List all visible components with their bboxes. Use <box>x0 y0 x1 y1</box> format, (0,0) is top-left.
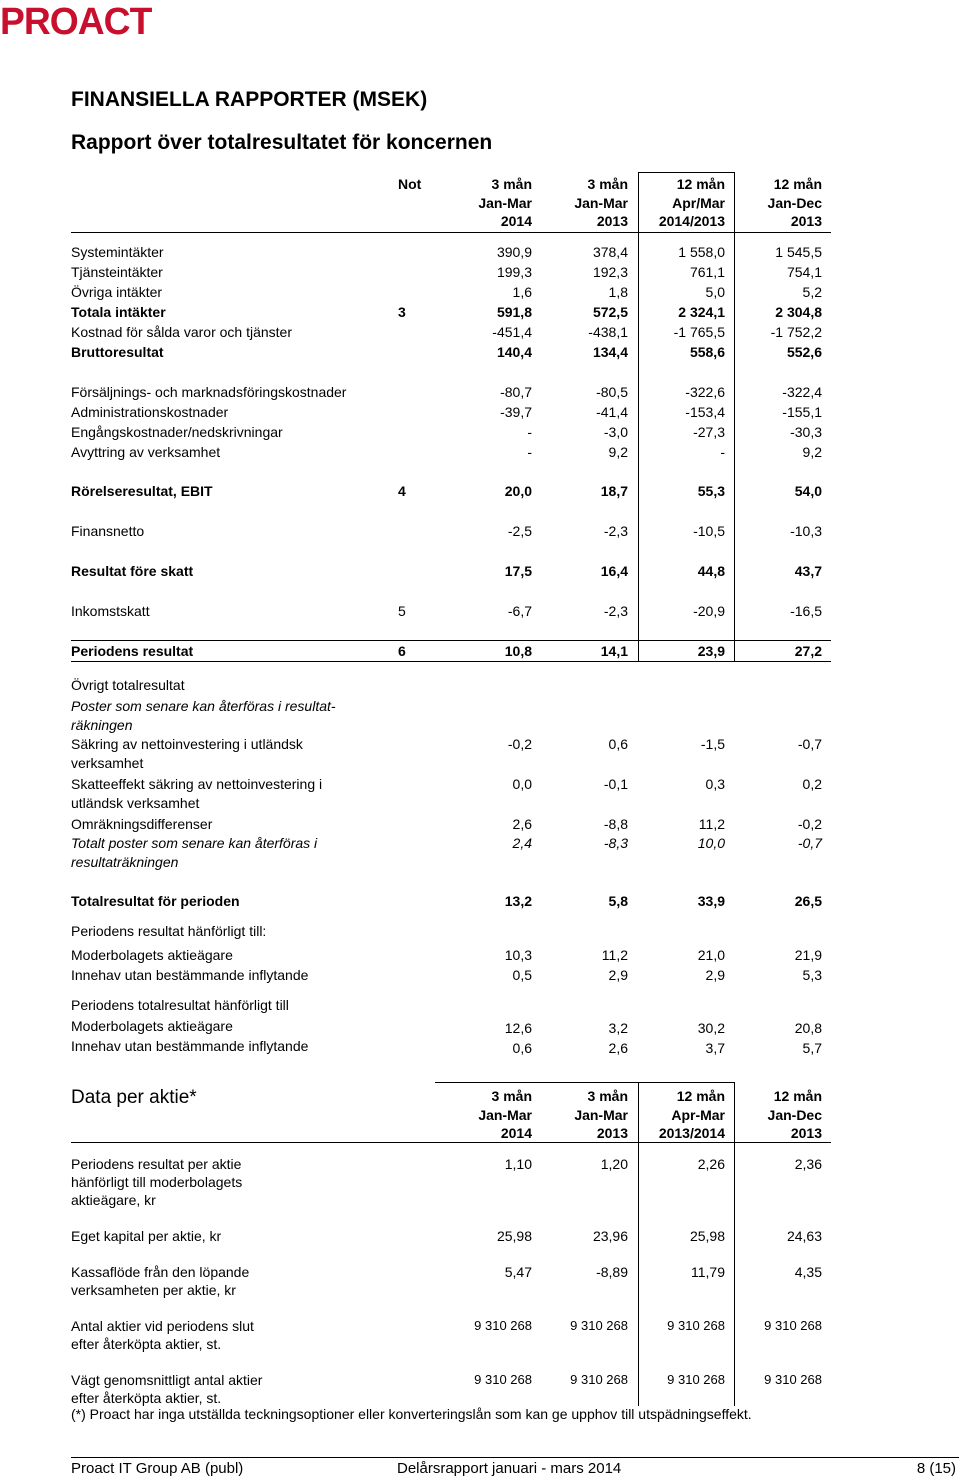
ps-column-header-2-l2: Jan-Mar <box>574 1106 628 1123</box>
ps-column-header-3-l1: 12 mån <box>676 1088 725 1104</box>
row-label: Säkring av nettoinvestering i utländsk <box>71 736 303 752</box>
row-label: Inkomstskatt <box>71 603 150 619</box>
row-value: 2,4 <box>512 835 532 851</box>
row-value: 2 304,8 <box>775 304 822 320</box>
row-value: 2,9 <box>705 967 725 983</box>
col3-right-border <box>734 172 735 661</box>
row-value: -41,4 <box>596 404 628 420</box>
row-label: Totala intäkter <box>71 304 166 320</box>
row-value: -2,3 <box>603 523 628 539</box>
row-label: Finansnetto <box>71 523 145 539</box>
ps-column-header-4-l3: 2013 <box>790 1125 822 1141</box>
row-value: 5,47 <box>504 1264 532 1280</box>
row-value: 16,4 <box>600 563 628 579</box>
row-value: -153,4 <box>685 404 725 420</box>
ps-col3-left-border <box>638 1082 639 1406</box>
row-value: 3,7 <box>705 1040 725 1056</box>
row-value: 9 310 268 <box>667 1318 725 1333</box>
row-value: 30,2 <box>697 1020 725 1036</box>
row-value: 27,2 <box>794 643 822 659</box>
row-value: - <box>527 444 532 460</box>
column-header-1-l3: 2014 <box>500 213 532 229</box>
ps-top-border <box>435 1082 735 1083</box>
row-value: -27,3 <box>693 424 725 440</box>
row-value: 9 310 268 <box>570 1372 628 1387</box>
row-label: Systemintäkter <box>71 244 164 260</box>
row-value: 21,9 <box>794 947 822 963</box>
column-header-1-l1: 3 mån <box>491 176 532 192</box>
row-label-cont: verksamhet <box>71 755 144 771</box>
row-value: 18,7 <box>600 483 628 499</box>
row-label-cont: resultaträkningen <box>71 854 179 870</box>
row-value: 9 310 268 <box>570 1318 628 1333</box>
footnote: (*) Proact har inga utställda teckningsoptioner eller konverteringslån som kan ge upphov till utspädningseffekt. <box>71 1406 752 1422</box>
row-value: 9 310 268 <box>667 1372 725 1387</box>
row-label: Moderbolagets aktieägare <box>71 1018 233 1034</box>
row-value: 11,2 <box>601 947 628 963</box>
row-value: 199,3 <box>496 264 532 280</box>
row-value: 55,3 <box>697 483 725 499</box>
row-label: Kostnad för sålda varor och tjänster <box>71 324 293 340</box>
row-label: Periodens resultat hänförligt till: <box>71 923 267 939</box>
page-subtitle: Rapport över totalresultatet för koncernen <box>71 131 493 154</box>
row-value: 2,9 <box>608 967 628 983</box>
proact-logo: PROACT <box>0 1 152 43</box>
row-value: 761,1 <box>689 264 725 280</box>
row-value: -39,7 <box>500 404 532 420</box>
row-value: 14,1 <box>600 643 628 659</box>
row-value: -30,3 <box>790 424 822 440</box>
col3-left-border <box>638 172 639 661</box>
row-value: - <box>720 444 725 460</box>
row-value: 5,3 <box>802 967 822 983</box>
ps-column-header-4-l2: Jan-Dec <box>767 1106 822 1123</box>
row-value: -10,3 <box>790 523 822 539</box>
row-value: 1 545,5 <box>775 244 822 260</box>
row-value: -0,2 <box>507 736 532 752</box>
row-value: 13,2 <box>504 893 532 909</box>
row-value: 11,2 <box>698 816 725 832</box>
row-label: Moderbolagets aktieägare <box>71 947 233 963</box>
col3-top-border <box>638 172 735 173</box>
row-value: 552,6 <box>786 344 822 360</box>
row-value: 43,7 <box>794 563 822 579</box>
row-value: 4,35 <box>794 1264 822 1280</box>
row-value: 2,6 <box>608 1040 628 1056</box>
row-value: 54,0 <box>794 483 822 499</box>
row-note: 4 <box>398 483 406 499</box>
page-title: FINANSIELLA RAPPORTER (MSEK) <box>71 88 428 111</box>
row-value: -8,8 <box>603 816 628 832</box>
row-value: 2,6 <box>512 816 532 832</box>
row-value: -10,5 <box>693 523 725 539</box>
row-value: 10,8 <box>504 643 532 659</box>
row-value: 192,3 <box>592 264 628 280</box>
row-value: -0,7 <box>797 835 822 851</box>
row-value: -2,3 <box>603 603 628 619</box>
row-value: 1,6 <box>512 284 532 300</box>
row-label: Övrigt totalresultat <box>71 677 185 693</box>
column-header-4-l3: 2013 <box>790 213 822 229</box>
row-value: 9 310 268 <box>474 1318 532 1333</box>
row-label: Resultat före skatt <box>71 563 194 579</box>
ps-column-header-2-l3: 2013 <box>596 1125 628 1141</box>
row-value: 1,20 <box>600 1156 628 1172</box>
column-header-2-l3: 2013 <box>596 213 628 229</box>
row-note: 6 <box>398 643 406 659</box>
row-label: Vägt genomsnittligt antal aktier <box>71 1372 263 1388</box>
row-value: 12,6 <box>504 1020 532 1036</box>
row-value: 23,96 <box>592 1228 628 1244</box>
row-label: efter återköpta aktier, st. <box>71 1390 222 1406</box>
row-label: Periodens totalresultat hänförligt till <box>71 997 289 1013</box>
column-header-3-l3: 2014/2013 <box>658 213 725 229</box>
row-value: 9,2 <box>802 444 822 460</box>
ps-column-header-2-l1: 3 mån <box>587 1088 628 1104</box>
row-value: 1,8 <box>608 284 628 300</box>
row-value: -438,1 <box>588 324 628 340</box>
row-value: -155,1 <box>782 404 822 420</box>
per-share-title: Data per aktie* <box>71 1087 197 1108</box>
ps-col3-right-border <box>734 1082 735 1406</box>
ps-column-header-3-l3: 2013/2014 <box>658 1125 725 1141</box>
row-value: 1 558,0 <box>678 244 725 260</box>
row-value: 754,1 <box>786 264 822 280</box>
row-value: -451,4 <box>492 324 532 340</box>
row-label: Kassaflöde från den löpande <box>71 1264 250 1280</box>
column-header-3-l1: 12 mån <box>676 176 725 192</box>
row-label: Antal aktier vid periodens slut <box>71 1318 254 1334</box>
row-value: 10,0 <box>697 835 725 851</box>
row-value: 25,98 <box>496 1228 532 1244</box>
row-value: -8,89 <box>596 1264 628 1280</box>
row-value: 140,4 <box>496 344 532 360</box>
row-value: 9 310 268 <box>764 1372 822 1387</box>
row-value: 0,6 <box>608 736 628 752</box>
row-value: 9,2 <box>608 444 628 460</box>
footer-page: 8 (15) <box>916 1460 956 1477</box>
row-label: Innehav utan bestämmande inflytande <box>71 967 309 983</box>
row-value: 5,0 <box>705 284 725 300</box>
row-value: -3,0 <box>603 424 628 440</box>
column-header-3-l2: Apr/Mar <box>672 194 725 211</box>
ps-column-header-1-l3: 2014 <box>500 1125 532 1141</box>
row-value: 25,98 <box>689 1228 725 1244</box>
row-value: 3,2 <box>608 1020 628 1036</box>
row-value: 2,36 <box>794 1156 822 1172</box>
row-value: 0,2 <box>802 776 822 792</box>
row-value: -80,7 <box>500 384 532 400</box>
row-label-cont: räkningen <box>71 717 133 733</box>
row-value: 558,6 <box>689 344 725 360</box>
row-label: Poster som senare kan återföras i resultat- <box>71 698 336 714</box>
row-label-cont: utländsk verksamhet <box>71 795 200 811</box>
row-value: 44,8 <box>697 563 725 579</box>
row-value: 10,3 <box>504 947 532 963</box>
footer-company: Proact IT Group AB (publ) <box>71 1460 244 1477</box>
row-label: Skatteeffekt säkring av nettoinvestering i <box>71 776 323 792</box>
row-value: -1 752,2 <box>770 324 822 340</box>
row-label: Avyttring av verksamhet <box>71 444 221 460</box>
row-label: Omräkningsdifferenser <box>71 816 213 832</box>
row-value: 11,79 <box>691 1264 725 1280</box>
ps-column-header-3-l2: Apr-Mar <box>671 1106 725 1123</box>
row-value: -322,4 <box>782 384 822 400</box>
row-value: 2 324,1 <box>678 304 725 320</box>
row-value: 2,26 <box>697 1156 725 1172</box>
row-value: 5,7 <box>802 1040 822 1056</box>
row-label: Totalt poster som senare kan återföras i <box>71 835 318 851</box>
row-label: Tjänsteintäkter <box>71 264 163 280</box>
result-bottom-rule <box>71 661 831 662</box>
row-value: 20,8 <box>794 1020 822 1036</box>
row-value: 5,2 <box>802 284 822 300</box>
row-value: 24,63 <box>786 1228 822 1244</box>
row-value: -1 765,5 <box>673 324 725 340</box>
row-label: Periodens resultat <box>71 643 194 659</box>
row-value: -6,7 <box>507 603 532 619</box>
row-value: 134,4 <box>592 344 628 360</box>
row-value: -0,1 <box>603 776 628 792</box>
row-label: Övriga intäkter <box>71 284 163 300</box>
row-value: 378,4 <box>592 244 628 260</box>
row-label: Totalresultat för perioden <box>71 893 240 909</box>
row-value: 390,9 <box>496 244 532 260</box>
row-value: 33,9 <box>697 893 725 909</box>
row-value: -20,9 <box>693 603 725 619</box>
column-header-2-l2: Jan-Mar <box>574 194 628 211</box>
row-value: 591,8 <box>496 304 532 320</box>
row-label: Rörelseresultat, EBIT <box>71 483 213 499</box>
row-value: 0,3 <box>705 776 725 792</box>
row-value: 23,9 <box>697 643 725 659</box>
row-value: 0,0 <box>512 776 532 792</box>
row-label: verksamheten per aktie, kr <box>71 1282 236 1298</box>
row-label: Bruttoresultat <box>71 344 164 360</box>
row-value: 20,0 <box>504 483 532 499</box>
footer-report: Delårsrapport januari - mars 2014 <box>397 1460 622 1477</box>
row-value: -0,2 <box>797 816 822 832</box>
row-note: 5 <box>398 603 406 619</box>
row-value: 1,10 <box>504 1156 532 1172</box>
row-label: efter återköpta aktier, st. <box>71 1336 222 1352</box>
ps-column-header-1-l1: 3 mån <box>491 1088 532 1104</box>
result-top-rule <box>71 640 831 641</box>
row-label: Periodens resultat per aktie <box>71 1156 242 1172</box>
column-header-4-l2: Jan-Dec <box>767 194 822 211</box>
row-value: 5,8 <box>608 893 628 909</box>
column-header-2-l1: 3 mån <box>587 176 628 192</box>
row-value: - <box>527 424 532 440</box>
row-value: 26,5 <box>794 893 822 909</box>
row-value: -322,6 <box>685 384 725 400</box>
row-value: 0,5 <box>512 967 532 983</box>
row-value: -1,5 <box>700 736 725 752</box>
footer-rule <box>71 1457 959 1458</box>
row-note: 3 <box>398 304 406 320</box>
row-label: Engångskostnader/nedskrivningar <box>71 424 283 440</box>
column-header-4-l1: 12 mån <box>773 176 822 192</box>
row-value: 572,5 <box>592 304 628 320</box>
row-value: 17,5 <box>504 563 532 579</box>
row-value: 21,0 <box>697 947 725 963</box>
row-label: aktieägare, kr <box>71 1192 156 1208</box>
row-label: Administrationskostnader <box>71 404 229 420</box>
row-value: -80,5 <box>596 384 628 400</box>
row-label: hänförligt till moderbolagets <box>71 1174 243 1190</box>
ps-column-header-4-l1: 12 mån <box>773 1088 822 1104</box>
column-header-1-l2: Jan-Mar <box>478 194 532 211</box>
row-label: Eget kapital per aktie, kr <box>71 1228 222 1244</box>
row-value: -8,3 <box>603 835 628 851</box>
row-label: Innehav utan bestämmande inflytande <box>71 1038 309 1054</box>
row-value: -0,7 <box>797 736 822 752</box>
row-value: 0,6 <box>512 1040 532 1056</box>
ps-column-header-1-l2: Jan-Mar <box>478 1106 532 1123</box>
row-value: 9 310 268 <box>764 1318 822 1333</box>
header-underline <box>71 232 831 233</box>
row-value: -2,5 <box>507 523 532 539</box>
row-value: -16,5 <box>790 603 822 619</box>
row-label: Försäljnings- och marknadsföringskostnader <box>71 384 347 400</box>
not-header: Not <box>398 176 422 192</box>
row-value: 9 310 268 <box>474 1372 532 1387</box>
ps-header-underline <box>71 1142 831 1143</box>
